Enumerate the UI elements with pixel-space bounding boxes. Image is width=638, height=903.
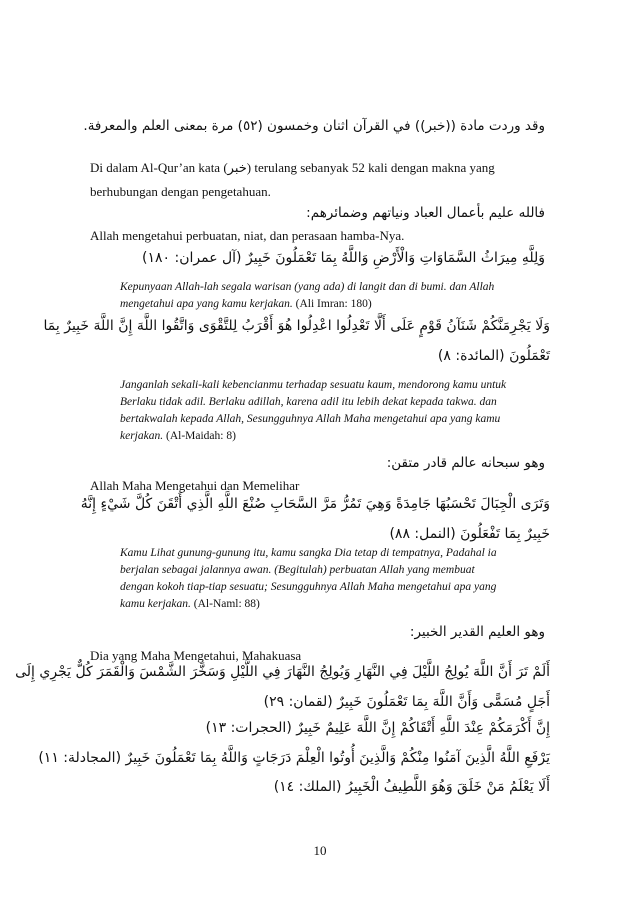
intro-arabic: وقد وردت مادة ((خبر)) في القرآن اثنان وخمسون (٥٢) مرة بمعنى العلم والمعرفة. [83,118,545,134]
page-number: 10 [313,843,327,858]
translation-3-line-4 [120,598,550,610]
section-2-heading-arabic: وهو سبحانه عالم قادر متقن: [386,455,545,471]
verse-ali-imran-180: وَلِلَّهِ مِيرَاثُ السَّمَاوَاتِ وَالْأَرْضِ وَاللَّهُ بِمَا تَعْمَلُونَ خَبِيرٌ (آل عمران: ١٨٠) [142,250,545,266]
translation-3-text: kamu kerjakan. [120,598,191,610]
translation-3-reference: (Al-Naml: 88) [193,598,260,610]
translation-1-text: mengetahui apa yang kamu kerjakan. [120,298,293,310]
section-1-heading-arabic: فالله عليم بأعمال العباد ونياتهم وضمائرهم: [306,205,545,221]
verse-luqman-29-line-1: أَلَمْ تَرَ أَنَّ اللَّهَ يُولِجُ اللَّيْلَ فِي النَّهَارِ وَيُولِجُ النَّهَارَ فِي اللَّيْلِ وَسَخَّرَ الشَّمْسَ وَالْقَمَرَ كُلٌّ يَجْرِي إِلَى [15,664,550,680]
verse-al-mujadalah-11: يَرْفَعِ اللَّهُ الَّذِينَ آمَنُوا مِنْكُمْ وَالَّذِينَ أُوتُوا الْعِلْمَ دَرَجَاتٍ وَاللَّهُ بِمَا تَعْمَلُونَ خَبِيرٌ (المجادلة: ١١) [38,750,550,766]
translation-2-reference: (Al-Maidah: 8) [165,430,236,442]
section-3-heading: Dia yang Maha Mengetahui, Mahakuasa [90,648,302,663]
verse-al-maidah-8-line-2: تَعْمَلُونَ (المائدة: ٨) [437,348,550,364]
verse-al-maidah-8-line-1: وَلَا يَجْرِمَنَّكُمْ شَنَآنُ قَوْمٍ عَلَى أَلَّا تَعْدِلُوا اعْدِلُوا هُوَ أَقْرَبُ لِلتَّقْوَى وَاتَّقُوا اللَّهَ إِنَّ اللَّهَ خَبِيرٌ بِمَا [43,318,550,334]
translation-2-line-3: bertakwalah kepada Allah, Sesungguhnya Allah Maha mengetahui apa yang kamu [120,413,501,425]
translation-1-line-1: Kepunyaan Allah-lah segala warisan (yang ada) di langit dan di bumi. dan Allah [120,281,495,293]
verse-luqman-29-line-2: أَجَلٍ مُسَمًّى وَأَنَّ اللَّهَ بِمَا تَعْمَلُونَ خَبِيرٌ (لقمان: ٢٩) [263,694,550,710]
section-1-heading: Allah mengetahui perbuatan, niat, dan perasaan hamba-Nya. [90,228,405,243]
translation-1-reference: (Ali Imran: 180) [295,298,372,310]
translation-3-line-2: berjalan sebagai jalannya awan. (Begitulah) perbuatan Allah yang membuat [120,564,475,576]
translation-3-line-1: Kamu Lihat gunung-gunung itu, kamu sangka Dia tetap di tempatnya, Padahal ia [120,547,497,559]
translation-2-text: kerjakan. [120,430,164,442]
section-2-heading: Allah Maha Mengetahui dan Memelihar [90,478,300,493]
verse-an-naml-88-line-2: خَبِيرٌ بِمَا تَفْعَلُونَ (النمل: ٨٨) [389,526,550,542]
intro-text-line-1: Di dalam Al-Qur’an kata (خبر) terulang sebanyak 52 kali dengan makna yang [90,160,495,175]
translation-1-line-2 [120,298,550,310]
verse-al-mulk-14: أَلَا يَعْلَمُ مَنْ خَلَقَ وَهُوَ اللَّطِيفُ الْخَبِيرُ (الملك: ١٤) [273,779,550,795]
translation-2-line-1: Janganlah sekali-kali kebencianmu terhadap sesuatu kaum, mendorong kamu untuk [120,379,507,391]
section-3-heading-arabic: وهو العليم القدير الخبير: [409,624,545,640]
translation-3-line-3: dengan kokoh tiap-tiap sesuatu; Sesungguhnya Allah Maha mengetahui apa yang [120,581,497,593]
translation-2-line-2: Berlaku tidak adil. Berlaku adillah, karena adil itu lebih dekat kepada takwa. dan [120,396,497,408]
verse-an-naml-88-line-1: وَتَرَى الْجِبَالَ تَحْسَبُهَا جَامِدَةً وَهِيَ تَمُرُّ مَرَّ السَّحَابِ صُنْعَ اللَّهِ الَّذِي أَتْقَنَ كُلَّ شَيْءٍ إِنَّهُ [80,496,550,512]
intro-text-line-2: berhubungan dengan pengetahuan. [90,184,271,199]
verse-al-hujurat-13: إِنَّ أَكْرَمَكُمْ عِنْدَ اللَّهِ أَتْقَاكُمْ إِنَّ اللَّهَ عَلِيمٌ خَبِيرٌ (الحجرات: ١٣) [205,720,550,736]
translation-2-line-4 [120,430,550,442]
